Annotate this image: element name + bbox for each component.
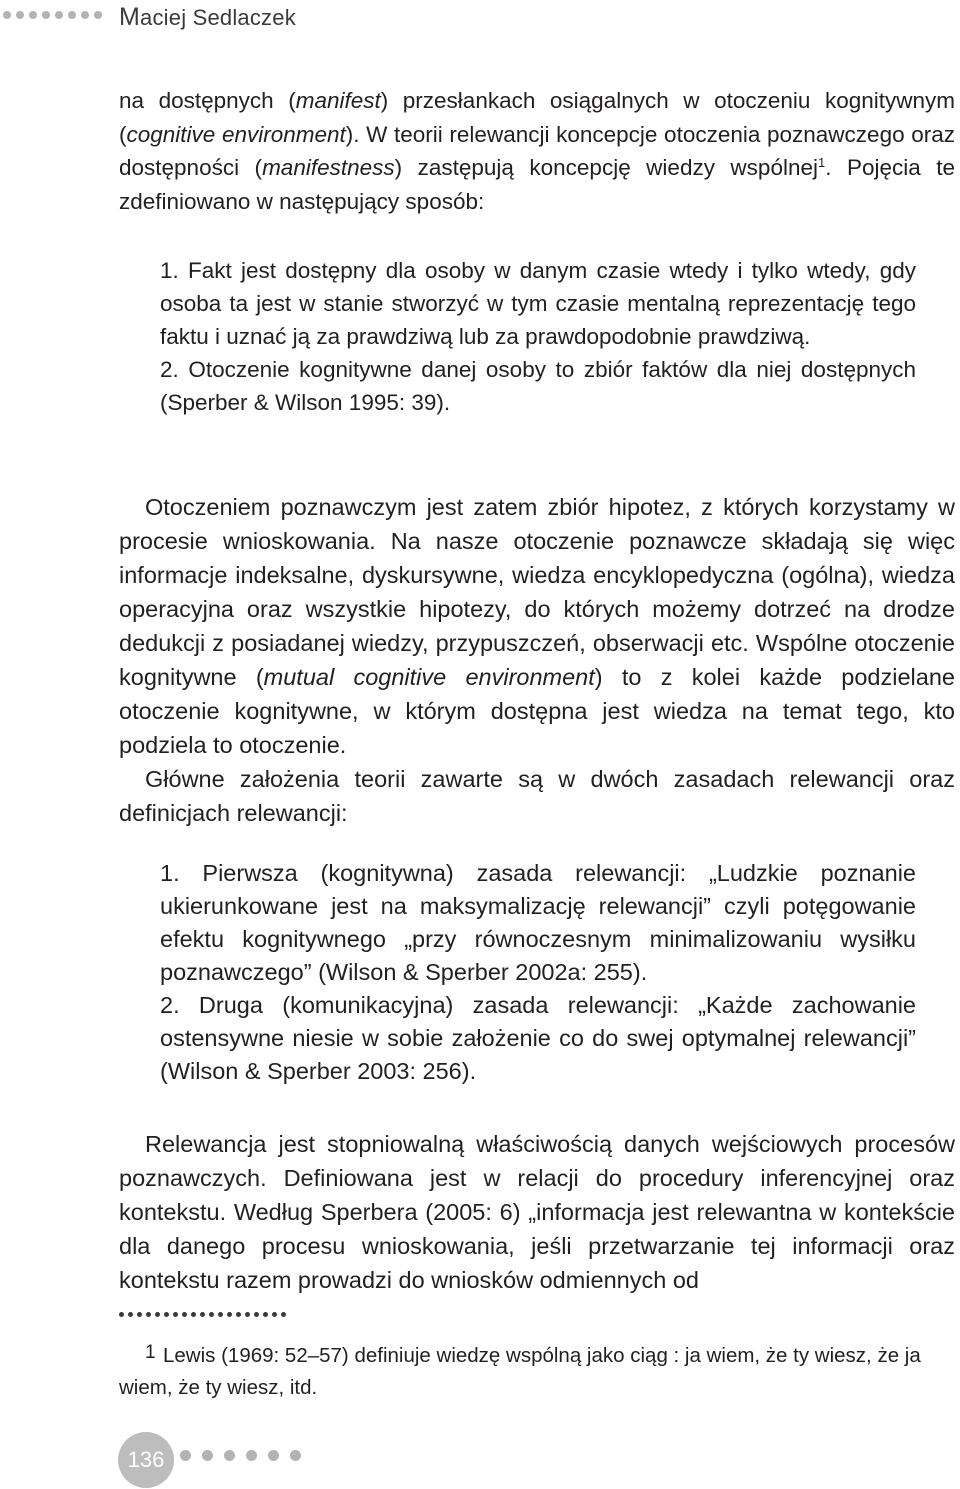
separator-dot [236,1312,241,1317]
separator-dot [263,1312,268,1317]
decorative-dot [290,1450,301,1461]
decorative-dot [16,11,24,19]
separator-dot [191,1312,196,1317]
decorative-dot [202,1450,213,1461]
separator-dot [128,1312,133,1317]
footer-dots [180,1450,301,1461]
header-dots [3,11,102,19]
author-name: Maciej Sedlaczek [119,3,296,31]
footnote-text: Lewis (1969: 52–57) definiuje wiedzę wspólną jako ciąg : ja wiem, że ty wiesz, że ja wiem, że ty wiesz, itd. [119,1344,921,1399]
separator-dot [227,1312,232,1317]
decorative-dot [180,1450,191,1461]
decorative-dot [42,11,50,19]
footnote-ref[interactable]: 1 [817,155,826,170]
separator-dot [164,1312,169,1317]
separator-dot [119,1312,124,1317]
separator-dot [200,1312,205,1317]
decorative-dot [268,1450,279,1461]
footnote-number: 1 [145,1342,156,1363]
list-item: 1. Fakt jest dostępny dla osoby w danym czasie wtedy i tylko wtedy, gdy osoba ta jest w stanie stworzyć w tym czasie mentalną reprezentację tego faktu i uznać ją za prawdziwą lub za prawdopodobnie prawdziwą. [160,258,916,349]
decorative-dot [29,11,37,19]
separator-dot [272,1312,277,1317]
separator-dot [209,1312,214,1317]
decorative-dot [3,11,11,19]
separator-dot [254,1312,259,1317]
page-number: 136 [127,1447,165,1472]
separator-dot [218,1312,223,1317]
paragraph-cognitive-environment: Otoczeniem poznawczym jest zatem zbiór hipotez, z których korzystamy w procesie wnioskowania. Na nasze otoczenie poznawcze składają się więc informacje indeksalne, dyskursywne, wiedza encyklopedyczna (ogólna), wiedza operacyjna oraz wszystkie hipotezy, do których możemy dotrzeć na drodze dedukcji z posiadanej wiedzy, przypuszczeń, obserwacji etc. Wspólne otoczenie kognitywne (mutual cognitive environment) to z kolei każde podzielane otoczenie kognitywne, w którym dostępna jest wiedza na temat tego, kto podziela to otoczenie. Główne założenia teorii zawarte są w dwóch zasadach relewancji oraz definicjach relewancji: [119,494,955,826]
list-item: 2. Druga (komunikacyjna) zasada relewancji: „Każde zachowanie ostensywne niesie w sobie założenie co do swej optymalnej relewancji” (Wilson & Sperber 2003: 256). [160,992,916,1084]
list-item: 1. Pierwsza (kognitywna) zasada relewancji: „Ludzkie poznanie ukierunkowane jest na maksymalizację relewancji” czyli potęgowanie efektu kognitywnego „przy równoczesnym minimalizowaniu wysiłku poznawczego” (Wilson & Sperber 2002a: 255). [160,860,916,985]
decorative-dot [94,11,102,19]
decorative-dot [246,1450,257,1461]
separator-dot [281,1312,286,1317]
decorative-dot [55,11,63,19]
separator-dot [137,1312,142,1317]
separator-dot [155,1312,160,1317]
separator-dot [173,1312,178,1317]
paragraph-intro: na dostępnych (manifest) przesłankach osiągalnych w otoczeniu kognitywnym (cognitive environment). W teorii relewancji koncepcje otoczenia poznawczego oraz dostępności (manifestness) zastępują koncepcję wiedzy wspólnej$^1$. Pojęcia te zdefiniowano w następujący sposób: [119,88,956,214]
footnote [119,1337,959,1404]
decorative-dot [224,1450,235,1461]
separator-dot [245,1312,250,1317]
separator-dot [182,1312,187,1317]
list-item: 2. Otoczenie kognitywne danej osoby to zbiór faktów dla niej dostępnych (Sperber & Wilson 1995: 39). [160,357,916,415]
decorative-dot [81,11,89,19]
definitions-list [160,254,916,419]
separator-dot [146,1312,151,1317]
footnote-separator [119,1312,286,1317]
decorative-dot [68,11,76,19]
principles-list [160,857,916,1088]
running-header [0,0,960,40]
paragraph-relevance: Relewancja jest stopniowalną właściwością danych wejściowych procesów poznawczych. Definiowana jest w relacji do procedury inferencyjnej oraz kontekstu. Według Sperbera (2005: 6) „informacja jest relewantna w kontekście dla danego procesu wnioskowania, jeśli przetwarzanie tej informacji oraz kontekstu razem prowadzi do wniosków odmiennych od [119,1131,955,1293]
